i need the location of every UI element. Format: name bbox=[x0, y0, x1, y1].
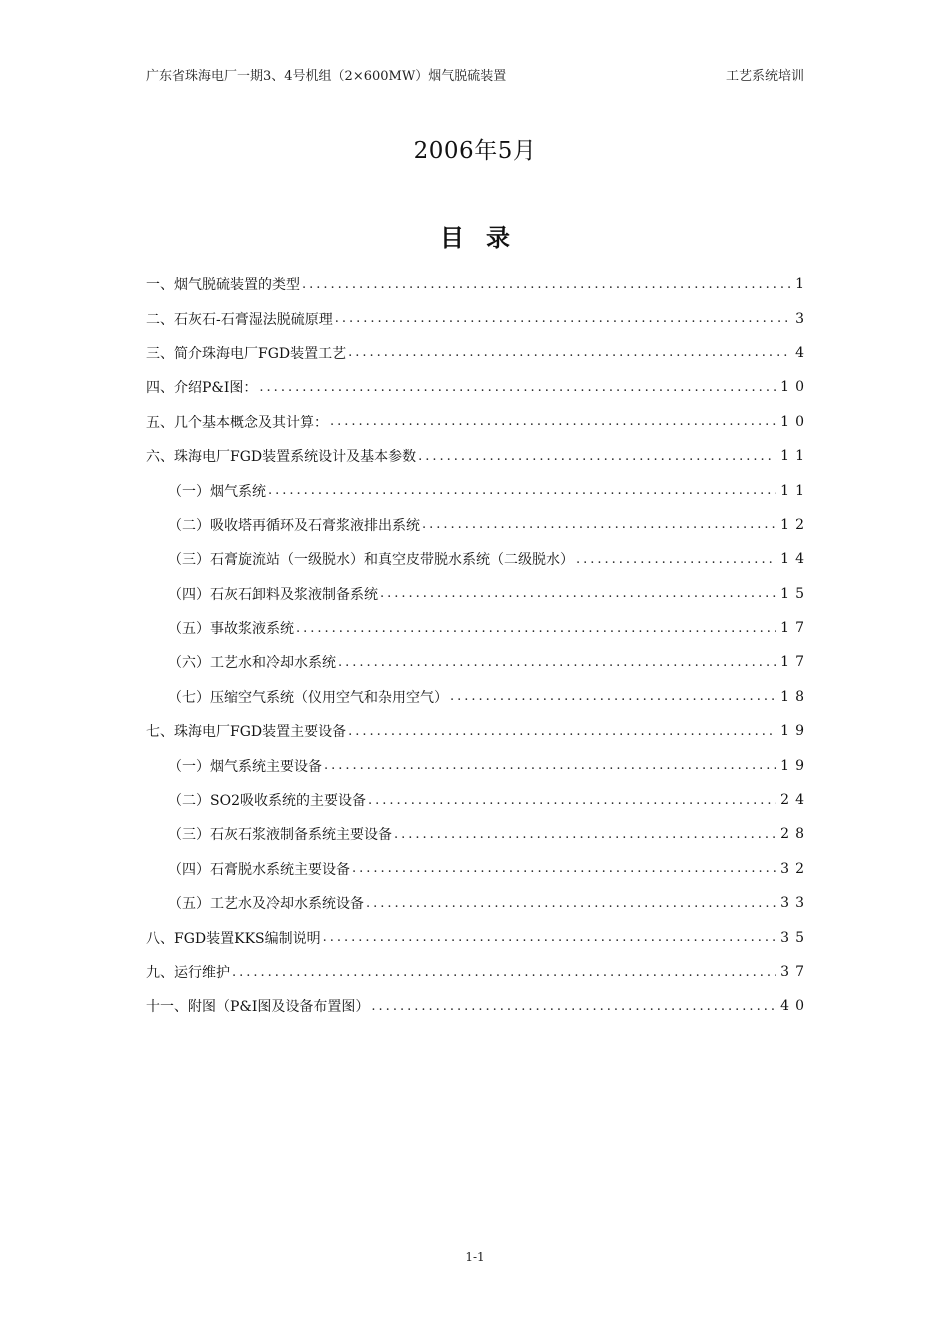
toc-entry[interactable] bbox=[146, 680, 810, 714]
toc-entry-page: 17 bbox=[780, 620, 810, 637]
toc-entry-label: 六、珠海电厂FGD装置系统设计及基本参数 bbox=[146, 449, 417, 466]
toc-entry-page: 24 bbox=[780, 792, 810, 809]
toc-entry-page: 15 bbox=[780, 585, 810, 602]
toc-entry[interactable] bbox=[146, 955, 810, 989]
toc-entry-label: 四、介绍P&I图： bbox=[146, 380, 258, 397]
toc-entry-page: 17 bbox=[780, 654, 810, 671]
toc-leader-dots bbox=[422, 517, 776, 532]
toc-entry[interactable] bbox=[146, 817, 810, 851]
toc-entry-page: 14 bbox=[780, 551, 810, 568]
toc-entry-label: （四）石膏脱水系统主要设备 bbox=[168, 861, 350, 878]
toc-entry-page: 4 bbox=[795, 344, 810, 361]
toc-leader-dots bbox=[324, 758, 776, 773]
toc-entry-page: 10 bbox=[780, 379, 810, 396]
toc-entry-label: （五）事故浆液系统 bbox=[168, 621, 294, 638]
toc-entry-page: 32 bbox=[780, 860, 810, 877]
toc-entry[interactable] bbox=[146, 542, 810, 576]
toc-entry-label: 十一、附图（P&I图及设备布置图） bbox=[146, 999, 370, 1016]
toc-entry[interactable] bbox=[146, 920, 810, 954]
toc-entry-page: 11 bbox=[780, 482, 810, 499]
toc-leader-dots bbox=[366, 896, 776, 911]
toc-entry[interactable] bbox=[146, 370, 810, 404]
toc-leader-dots bbox=[418, 449, 776, 464]
toc-leader-dots bbox=[380, 586, 776, 601]
toc-entry-page: 19 bbox=[780, 757, 810, 774]
toc-entry-label: 一、烟气脱硫装置的类型 bbox=[146, 277, 300, 294]
table-of-contents bbox=[146, 267, 810, 1024]
toc-leader-dots bbox=[348, 345, 791, 360]
toc-entry-page: 37 bbox=[780, 964, 810, 980]
footer-page-number: 1-1 bbox=[465, 1250, 485, 1264]
toc-entry-label: 八、FGD装置KKS编制说明 bbox=[146, 930, 321, 947]
toc-entry-label: （六）工艺水和冷却水系统 bbox=[168, 655, 336, 672]
toc-entry-label: （四）石灰石卸料及浆液制备系统 bbox=[168, 586, 378, 603]
toc-leader-dots bbox=[335, 311, 791, 326]
header-document-title: 广东省珠海电厂一期3、4号机组（2×600MW）烟气脱硫装置 bbox=[146, 69, 507, 84]
toc-leader-dots bbox=[268, 483, 776, 498]
document-date: 2006年5月 bbox=[413, 138, 537, 164]
toc-entry[interactable] bbox=[146, 611, 810, 645]
toc-leader-dots bbox=[576, 552, 776, 567]
toc-leader-dots bbox=[394, 827, 776, 842]
toc-entry[interactable] bbox=[146, 989, 810, 1023]
toc-entry-page: 11 bbox=[780, 448, 810, 465]
toc-leader-dots bbox=[232, 965, 776, 980]
toc-entry-page: 3 bbox=[795, 310, 810, 327]
toc-entry-page: 33 bbox=[780, 895, 810, 912]
toc-entry[interactable] bbox=[146, 473, 810, 507]
toc-entry-label: （三）石灰石浆液制备系统主要设备 bbox=[168, 827, 392, 844]
toc-entry-page: 10 bbox=[780, 413, 810, 430]
page-footer bbox=[0, 1248, 950, 1266]
toc-entry-page: 19 bbox=[780, 723, 810, 740]
header-section-title: 工艺系统培训 bbox=[725, 69, 804, 84]
toc-entry[interactable] bbox=[146, 336, 810, 370]
toc-entry-label: （二）吸收塔再循环及石膏浆液排出系统 bbox=[168, 517, 420, 534]
toc-leader-dots bbox=[348, 724, 776, 739]
page-header bbox=[146, 66, 804, 88]
toc-entry[interactable] bbox=[146, 267, 810, 301]
toc-entry-label: 七、珠海电厂FGD装置主要设备 bbox=[146, 724, 347, 741]
toc-entry[interactable] bbox=[146, 577, 810, 611]
toc-entry-label: （一）烟气系统 bbox=[168, 483, 266, 500]
toc-entry[interactable] bbox=[146, 714, 810, 748]
toc-entry-label: （二）SO2吸收系统的主要设备 bbox=[168, 793, 366, 810]
toc-entry-page: 1 bbox=[795, 276, 810, 293]
toc-entry-page: 12 bbox=[780, 516, 810, 533]
toc-entry[interactable] bbox=[146, 645, 810, 679]
toc-entry-label: 五、几个基本概念及其计算： bbox=[146, 414, 328, 431]
toc-entry[interactable] bbox=[146, 748, 810, 782]
toc-leader-dots bbox=[352, 861, 776, 876]
toc-entry-label: 三、简介珠海电厂FGD装置工艺 bbox=[146, 345, 347, 362]
toc-entry-label: （七）压缩空气系统（仪用空气和杂用空气） bbox=[168, 689, 448, 706]
toc-entry-label: （三）石膏旋流站（一级脱水）和真空皮带脱水系统（二级脱水） bbox=[168, 552, 574, 569]
toc-leader-dots bbox=[302, 277, 791, 292]
toc-entry[interactable] bbox=[146, 886, 810, 920]
toc-leader-dots bbox=[259, 380, 776, 395]
toc-entry-label: 二、石灰石-石膏湿法脱硫原理 bbox=[146, 311, 333, 328]
toc-entry[interactable] bbox=[146, 439, 810, 473]
toc-leader-dots bbox=[338, 655, 776, 670]
toc-entry[interactable] bbox=[146, 852, 810, 886]
toc-entry[interactable] bbox=[146, 301, 810, 335]
toc-entry-page: 35 bbox=[780, 929, 810, 946]
toc-leader-dots bbox=[323, 930, 777, 945]
toc-leader-dots bbox=[330, 414, 776, 429]
toc-entry[interactable] bbox=[146, 783, 810, 817]
toc-entry-page: 18 bbox=[780, 688, 810, 705]
toc-entry-label: （一）烟气系统主要设备 bbox=[168, 758, 322, 775]
toc-entry-label: 九、运行维护 bbox=[146, 965, 230, 981]
toc-leader-dots bbox=[450, 689, 776, 704]
toc-entry[interactable] bbox=[146, 508, 810, 542]
toc-entry-page: 40 bbox=[780, 998, 810, 1015]
toc-entry-page: 28 bbox=[780, 826, 810, 843]
toc-leader-dots bbox=[371, 999, 776, 1014]
header-divider bbox=[146, 90, 804, 91]
toc-leader-dots bbox=[296, 621, 776, 636]
toc-entry-label: （五）工艺水及冷却水系统设备 bbox=[168, 896, 364, 913]
toc-leader-dots bbox=[368, 793, 776, 808]
toc-heading: 目录 bbox=[440, 223, 532, 252]
toc-entry[interactable] bbox=[146, 405, 810, 439]
